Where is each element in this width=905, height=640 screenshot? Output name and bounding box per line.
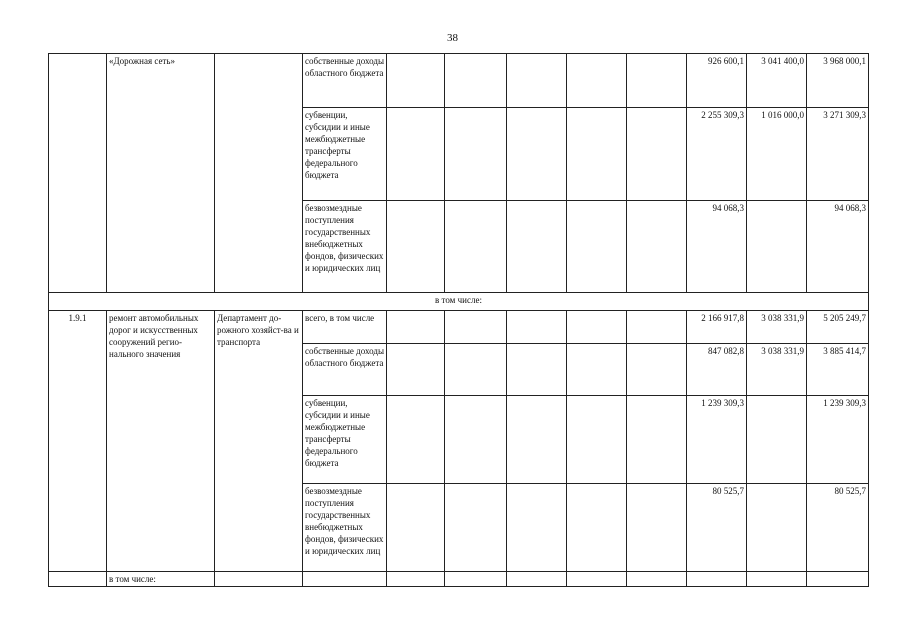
source-label: безвозмездные поступления государственных внебюджетных фондов, физических и юридических лиц [303, 201, 387, 293]
value-cell [747, 396, 807, 484]
including-label: в том числе: [107, 572, 215, 587]
executor-cell [215, 54, 303, 293]
value-cell: 1 016 000,0 [747, 108, 807, 201]
source-label: субвенции, субсидии и иные межбюджетные трансферты федерального бюджета [303, 108, 387, 201]
empty-cell [627, 201, 687, 293]
empty-cell [567, 572, 627, 587]
value-cell: 1 239 309,3 [687, 396, 747, 484]
empty-cell [567, 396, 627, 484]
number-cell [49, 54, 107, 293]
empty-cell [303, 572, 387, 587]
empty-cell [627, 54, 687, 108]
empty-cell [445, 396, 507, 484]
source-label: всего, в том числе [303, 311, 387, 344]
empty-cell [627, 108, 687, 201]
value-cell: 3 038 331,9 [747, 344, 807, 396]
value-cell: 847 082,8 [687, 344, 747, 396]
source-label: безвозмездные поступления государственных внебюджетных фондов, физических и юридических лиц [303, 484, 387, 572]
value-cell: 2 166 917,8 [687, 311, 747, 344]
value-cell: 926 600,1 [687, 54, 747, 108]
empty-cell [387, 396, 445, 484]
empty-cell [49, 572, 107, 587]
empty-cell [507, 344, 567, 396]
empty-cell [627, 311, 687, 344]
empty-cell [627, 396, 687, 484]
source-label: субвенции, субсидии и иные межбюджетные трансферты федерального бюджета [303, 396, 387, 484]
empty-cell [445, 572, 507, 587]
total-cell: 94 068,3 [807, 201, 869, 293]
empty-cell [387, 311, 445, 344]
empty-cell [507, 54, 567, 108]
empty-cell [807, 572, 869, 587]
empty-cell [445, 311, 507, 344]
empty-cell [507, 311, 567, 344]
empty-cell [387, 572, 445, 587]
empty-cell [687, 572, 747, 587]
empty-cell [627, 344, 687, 396]
empty-cell [747, 572, 807, 587]
empty-cell [215, 572, 303, 587]
total-cell: 3 271 309,3 [807, 108, 869, 201]
empty-cell [507, 201, 567, 293]
source-label: собственные доходы областного бюджета [303, 344, 387, 396]
value-cell: 3 041 400,0 [747, 54, 807, 108]
empty-cell [567, 108, 627, 201]
empty-cell [567, 201, 627, 293]
value-cell: 3 038 331,9 [747, 311, 807, 344]
empty-cell [387, 344, 445, 396]
table-row [49, 54, 869, 108]
empty-cell [387, 201, 445, 293]
table-row [49, 293, 869, 311]
empty-cell [387, 54, 445, 108]
value-cell [747, 484, 807, 572]
empty-cell [567, 54, 627, 108]
empty-cell [567, 344, 627, 396]
including-separator: в том числе: [49, 293, 869, 311]
budget-table [48, 53, 869, 587]
empty-cell [387, 484, 445, 572]
empty-cell [387, 108, 445, 201]
item-executor: Департамент до-рожного хозяйст-ва и транспорта [215, 311, 303, 572]
item-number: 1.9.1 [49, 311, 107, 572]
total-cell: 3 968 000,1 [807, 54, 869, 108]
item-name: ремонт автомобильных дорог и искусственных сооружений регио-нального значения [107, 311, 215, 572]
empty-cell [627, 572, 687, 587]
empty-cell [567, 311, 627, 344]
empty-cell [445, 54, 507, 108]
value-cell: 2 255 309,3 [687, 108, 747, 201]
empty-cell [567, 484, 627, 572]
source-label: собственные доходы областного бюджета [303, 54, 387, 108]
empty-cell [445, 201, 507, 293]
table-row [49, 311, 869, 344]
total-cell: 1 239 309,3 [807, 396, 869, 484]
empty-cell [627, 484, 687, 572]
empty-cell [507, 484, 567, 572]
total-cell: 5 205 249,7 [807, 311, 869, 344]
value-cell: 94 068,3 [687, 201, 747, 293]
empty-cell [507, 108, 567, 201]
page-number: 38 [447, 32, 458, 44]
empty-cell [445, 108, 507, 201]
empty-cell [445, 484, 507, 572]
empty-cell [507, 572, 567, 587]
value-cell: 80 525,7 [687, 484, 747, 572]
empty-cell [507, 396, 567, 484]
table-row [49, 572, 869, 587]
total-cell: 80 525,7 [807, 484, 869, 572]
program-name: «Дорожная сеть» [107, 54, 215, 293]
total-cell: 3 885 414,7 [807, 344, 869, 396]
value-cell [747, 201, 807, 293]
empty-cell [445, 344, 507, 396]
